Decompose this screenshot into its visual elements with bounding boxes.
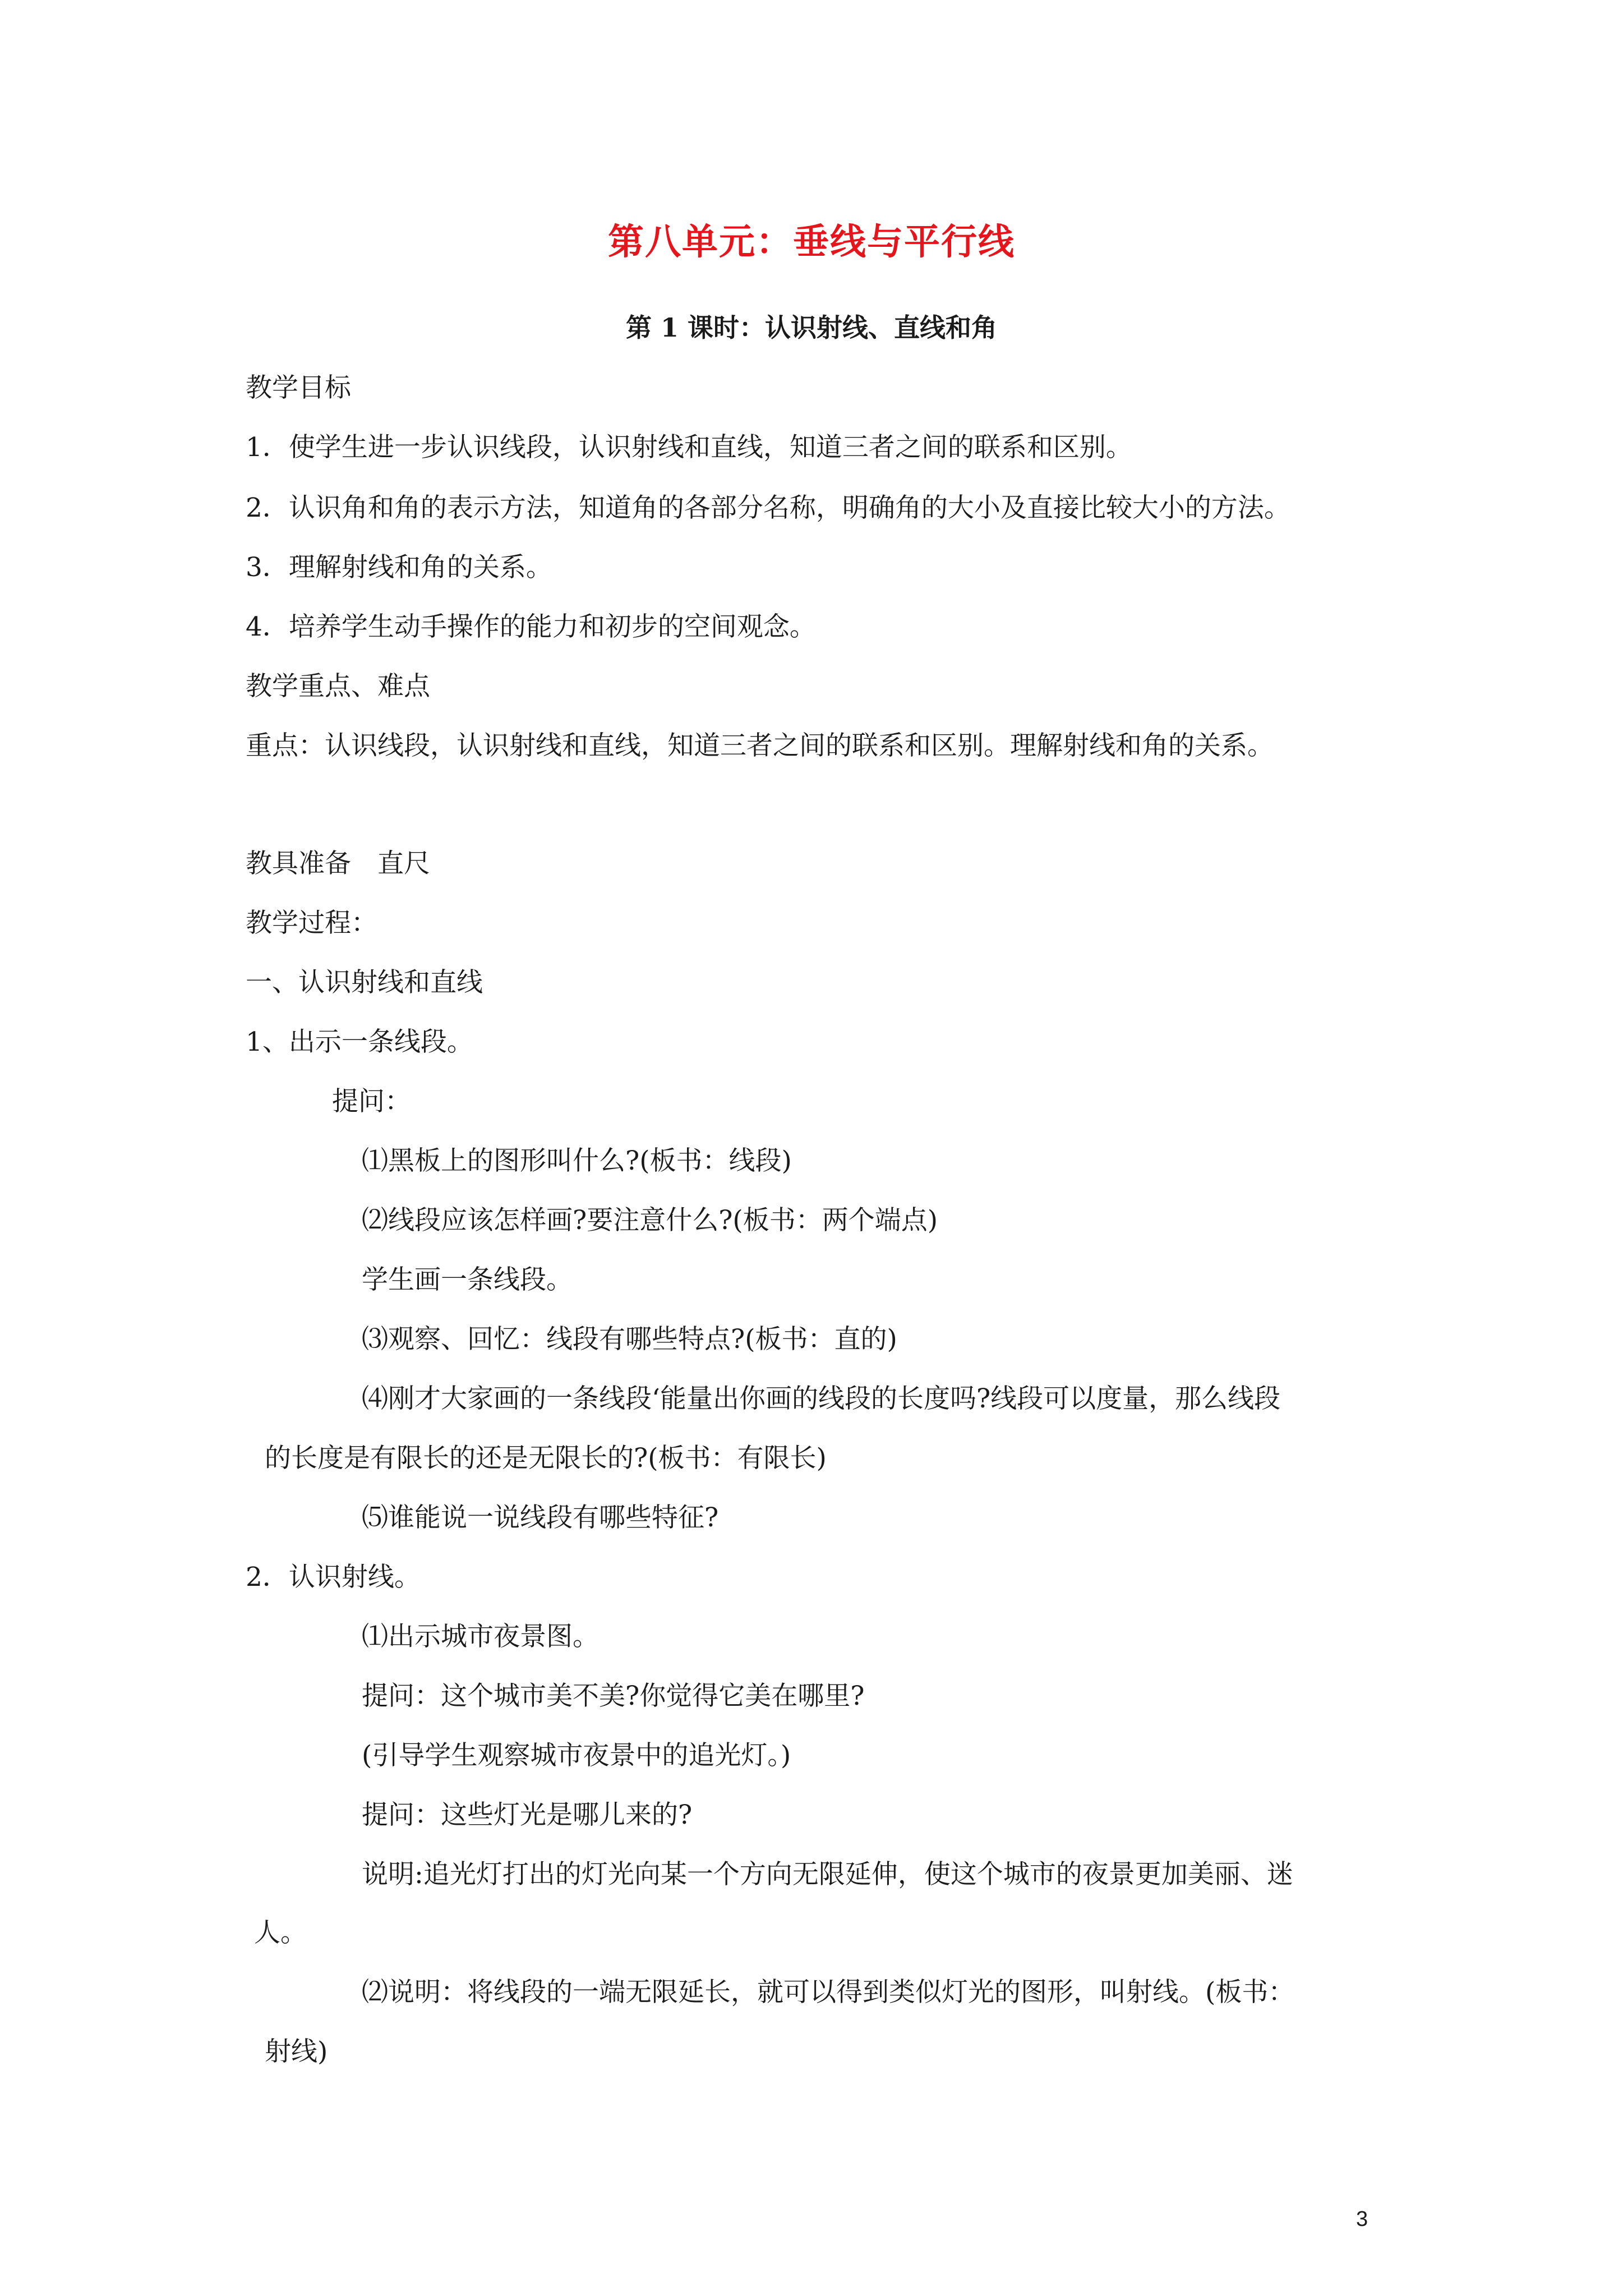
question-4: ⑷刚才大家画的一条线段‘能量出你画的线段的长度吗?线段可以度量，那么线段 xyxy=(362,1383,1281,1414)
goal-item-2: 2．认识角和角的表示方法，知道角的各部分名称，明确角的大小及直接比较大小的方法。 xyxy=(246,493,1290,523)
lesson-subtitle: 第 1 课时：认识射线、直线和角 xyxy=(625,312,998,343)
explanation-light-continued: 人。 xyxy=(254,1917,307,1948)
guide-note: (引导学生观察城市夜景中的追光灯。) xyxy=(362,1740,791,1771)
teaching-tools: 教具准备 直尺 xyxy=(246,848,430,879)
step-2: 2．认识射线。 xyxy=(246,1562,421,1593)
keypoints-text: 重点：认识线段，认识射线和直线，知道三者之间的联系和区别。理解射线和角的关系。 xyxy=(246,730,1274,761)
question-1: ⑴黑板上的图形叫什么?(板书：线段) xyxy=(362,1145,792,1176)
goal-item-3: 3．理解射线和角的关系。 xyxy=(246,552,552,583)
section-heading-process: 教学过程： xyxy=(246,908,377,938)
goal-item-1: 1．使学生进一步认识线段，认识射线和直线，知道三者之间的联系和区别。 xyxy=(246,432,1132,463)
question-2: ⑵线段应该怎样画?要注意什么?(板书：两个端点) xyxy=(362,1205,938,1236)
question-light: 提问：这些灯光是哪儿来的? xyxy=(362,1800,693,1830)
question-label: 提问： xyxy=(332,1086,411,1117)
section-heading-keypoints: 教学重点、难点 xyxy=(246,671,430,702)
question-4-continued: 的长度是有限长的还是无限长的?(板书：有限长) xyxy=(265,1443,827,1474)
explanation-light: 说明:追光灯打出的灯光向某一个方向无限延伸，使这个城市的夜景更加美丽、迷 xyxy=(362,1859,1293,1890)
unit-title: 第八单元：垂线与平行线 xyxy=(608,221,1015,263)
sub-item-2-continued: 射线) xyxy=(265,2036,328,2067)
part-heading-rays-lines: 一、认识射线和直线 xyxy=(246,967,483,998)
section-heading-goals: 教学目标 xyxy=(246,372,351,403)
page-number: 3 xyxy=(1356,2207,1368,2231)
goal-item-4: 4．培养学生动手操作的能力和初步的空间观念。 xyxy=(246,611,816,642)
question-3: ⑶观察、回忆：线段有哪些特点?(板书：直的) xyxy=(362,1324,897,1355)
sub-item-1: ⑴出示城市夜景图。 xyxy=(362,1621,599,1652)
question-city: 提问：这个城市美不美?你觉得它美在哪里? xyxy=(362,1681,865,1711)
step-1: 1、出示一条线段。 xyxy=(246,1027,473,1057)
question-5: ⑸谁能说一说线段有哪些特征? xyxy=(362,1502,719,1533)
sub-item-2: ⑵说明：将线段的一端无限延长，就可以得到类似灯光的图形，叫射线。(板书： xyxy=(362,1977,1295,2008)
student-activity: 学生画一条线段。 xyxy=(362,1264,573,1295)
